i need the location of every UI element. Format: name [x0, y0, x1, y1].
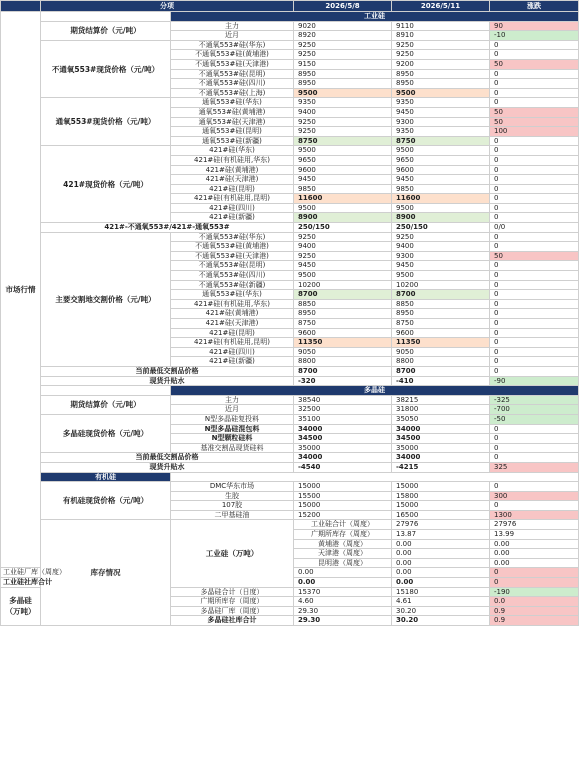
table-row: 421#硅(有机硅用,华东) 9650 9650 0	[1, 155, 579, 165]
table-row: 近月 8920 8910 -10	[1, 31, 579, 41]
poly-cheapest-label: 当前最低交割品价格	[41, 453, 294, 463]
table-row: 现货升贴水 -320 -410 -90	[1, 376, 579, 386]
header-date1: 2026/5/8	[294, 1, 392, 12]
group-yes553: 通氧553#现货价格（元/吨）	[41, 98, 171, 146]
table-row: 不通氧553#硅(昆明) 8950 8950 0	[1, 69, 579, 79]
table-row: 通氧553#硅(华东) 8700 8700 0	[1, 290, 579, 300]
group-delivery: 主要交割地交割价格（元/吨）	[41, 232, 171, 366]
group-inv-poly: 多晶硅（万吨）	[1, 587, 41, 625]
table-row: 不通氧553#现货价格（元/吨） 不通氧553#硅(华东) 9250 9250 0	[1, 40, 579, 50]
spread-label: 421#-不通氧553#/421#-通氧553#	[41, 223, 294, 233]
header-item: 分项	[41, 1, 294, 12]
table-row: 通氧553#硅(新疆) 8750 8750 0	[1, 136, 579, 146]
table-row: 不通氧553#硅(黄埔港) 9400 9400 0	[1, 242, 579, 252]
table-row: 现货升贴水 -4540 -4215 325	[1, 462, 579, 472]
table-row: 421#现货价格（元/吨） 421#硅(华东) 9500 9500 0	[1, 146, 579, 156]
table-row: 当前最低交割品价格 8700 8700 0	[1, 366, 579, 376]
table-row: 当前最低交割品价格 34000 34000 0	[1, 453, 579, 463]
table-row: 421#硅(昆明) 9600 9600 0	[1, 328, 579, 338]
table-row: 库存情况 工业硅（万吨） 工业硅合计（周度） 27976 27976	[1, 520, 579, 530]
table-row: 多晶硅现货价格（元/吨） N型多晶硅复投料 35100 35050 -50	[1, 414, 579, 424]
poly-basis-label: 现货升贴水	[41, 462, 294, 472]
table-row: 421#硅(黄埔港) 8950 8950 0	[1, 309, 579, 319]
table-row: 421#硅(四川) 9500 9500 0	[1, 203, 579, 213]
table-row: 不通氧553#硅(天津港) 9250 9300 50	[1, 251, 579, 261]
table-row: 107胶 15000 15000 0	[1, 501, 579, 511]
table-row: 421#硅(新疆) 8800 8800 0	[1, 357, 579, 367]
table-row: 近月 32500 31800 -700	[1, 405, 579, 415]
section-youjigui: 有机硅	[41, 472, 171, 482]
table-row: 421#硅(新疆) 8900 8900 0	[1, 213, 579, 223]
table-row: 工业硅社库合计 0.00 0.00 0	[1, 578, 579, 588]
table-row: 多晶硅（万吨） 多晶硅合计（日度） 15370 15180 -190	[1, 587, 579, 597]
table-row: 通氧553#现货价格（元/吨） 通氧553#硅(华东) 9350 9350 0	[1, 98, 579, 108]
table-row: 广期所库存（周度） 13.87 13.99	[1, 530, 579, 540]
table-row: 不通氧553#硅(四川) 8950 8950 0	[1, 79, 579, 89]
table-row: 天津港（周度） 0.00 0.00	[1, 549, 579, 559]
table-row: 不通氧553#硅(上海) 9500 9500 0	[1, 88, 579, 98]
table-row: N型多晶硅混包料 34000 34000 0	[1, 424, 579, 434]
group-421: 421#现货价格（元/吨）	[41, 146, 171, 223]
group-poly-spot: 多晶硅现货价格（元/吨）	[41, 414, 171, 452]
header-change: 涨跌	[490, 1, 579, 12]
table-row: 421#硅(有机硅用,昆明) 11600 11600 0	[1, 194, 579, 204]
table-row: 421#硅(天津港) 8750 8750 0	[1, 319, 579, 329]
table-row: 通氧553#硅(天津港) 9250 9300 50	[1, 117, 579, 127]
table-row: 421#硅(昆明) 9850 9850 0	[1, 184, 579, 194]
table-row: 有机硅现货价格（元/吨） DMC华东市场 15000 15000 0	[1, 482, 579, 492]
table-row: N型颗粒硅料 34500 34500 0	[1, 434, 579, 444]
group-poly-futures: 期货结算价（元/吨）	[41, 395, 171, 414]
table-row: 生胶 15500 15800 300	[1, 491, 579, 501]
section-row-gongyegui	[1, 12, 579, 22]
cheapest-label: 当前最低交割品价格	[41, 366, 294, 376]
table-row: 421#硅(黄埔港) 9600 9600 0	[1, 165, 579, 175]
table-row: 421#-不通氧553#/421#-通氧553# 250/150 250/150 0/0	[1, 223, 579, 233]
market-label: 市场行情	[1, 12, 41, 568]
table-row: 期货结算价（元/吨） 主力 38540 38215 -325	[1, 395, 579, 405]
table-row: 广期所库存（周度） 4.60 4.61 0.0	[1, 597, 579, 607]
table-row: 421#硅(天津港) 9450 9450 0	[1, 175, 579, 185]
section-row-youjigui	[1, 472, 579, 482]
section-row-duojinggui	[1, 386, 579, 396]
table-row: 黄埔港（周度） 0.00 0.00	[1, 539, 579, 549]
table-row: 通氧553#硅(黄埔港) 9400 9450 50	[1, 107, 579, 117]
header-row	[1, 1, 579, 12]
table-row: 多晶硅厂库（周度） 29.30 30.20 0.9	[1, 606, 579, 616]
table-row: 不通氧553#硅(新疆) 10200 10200 0	[1, 280, 579, 290]
inventory-label: 库存情况	[41, 520, 171, 626]
table-row: 多晶硅社库合计 29.30 30.20 0.9	[1, 616, 579, 626]
section-duojinggui: 多晶硅	[171, 386, 579, 396]
table-row: 421#硅(有机硅用,昆明) 11350 11350 0	[1, 338, 579, 348]
group-futures: 期货结算价（元/吨）	[41, 21, 171, 40]
table-row: 昆明港（周度） 0.00 0.00	[1, 558, 579, 568]
table-row: 期货结算价（元/吨） 主力 9020 9110 90	[1, 21, 579, 31]
table-row: 基准交割品现货硅料 35000 35000 0	[1, 443, 579, 453]
basis-label: 现货升贴水	[41, 376, 294, 386]
table-row: 不通氧553#硅(四川) 9500 9500 0	[1, 271, 579, 281]
table-row: 通氧553#硅(昆明) 9250 9350 100	[1, 127, 579, 137]
table-row: 不通氧553#硅(昆明) 9450 9450 0	[1, 261, 579, 271]
group-inv-silicon: 工业硅（万吨）	[171, 520, 294, 587]
table-row: 主要交割地交割价格（元/吨） 不通氧553#硅(华东) 9250 9250 0	[1, 232, 579, 242]
header-date2: 2026/5/11	[392, 1, 490, 12]
section-gongyegui: 工业硅	[171, 12, 579, 22]
table-row: 421#硅(有机硅用,华东) 8850 8850 0	[1, 299, 579, 309]
table-row: 二甲基硅油 15200 16500 1300	[1, 510, 579, 520]
table-row: 工业硅厂库（周度） 0.00 0.00 0	[1, 568, 579, 578]
group-no553: 不通氧553#现货价格（元/吨）	[41, 40, 171, 98]
table-row: 不通氧553#硅(黄埔港) 9250 9250 0	[1, 50, 579, 60]
table-row: 不通氧553#硅(天津港) 9150 9200 50	[1, 59, 579, 69]
group-organic: 有机硅现货价格（元/吨）	[41, 482, 171, 520]
table-row: 421#硅(四川) 9050 9050 0	[1, 347, 579, 357]
